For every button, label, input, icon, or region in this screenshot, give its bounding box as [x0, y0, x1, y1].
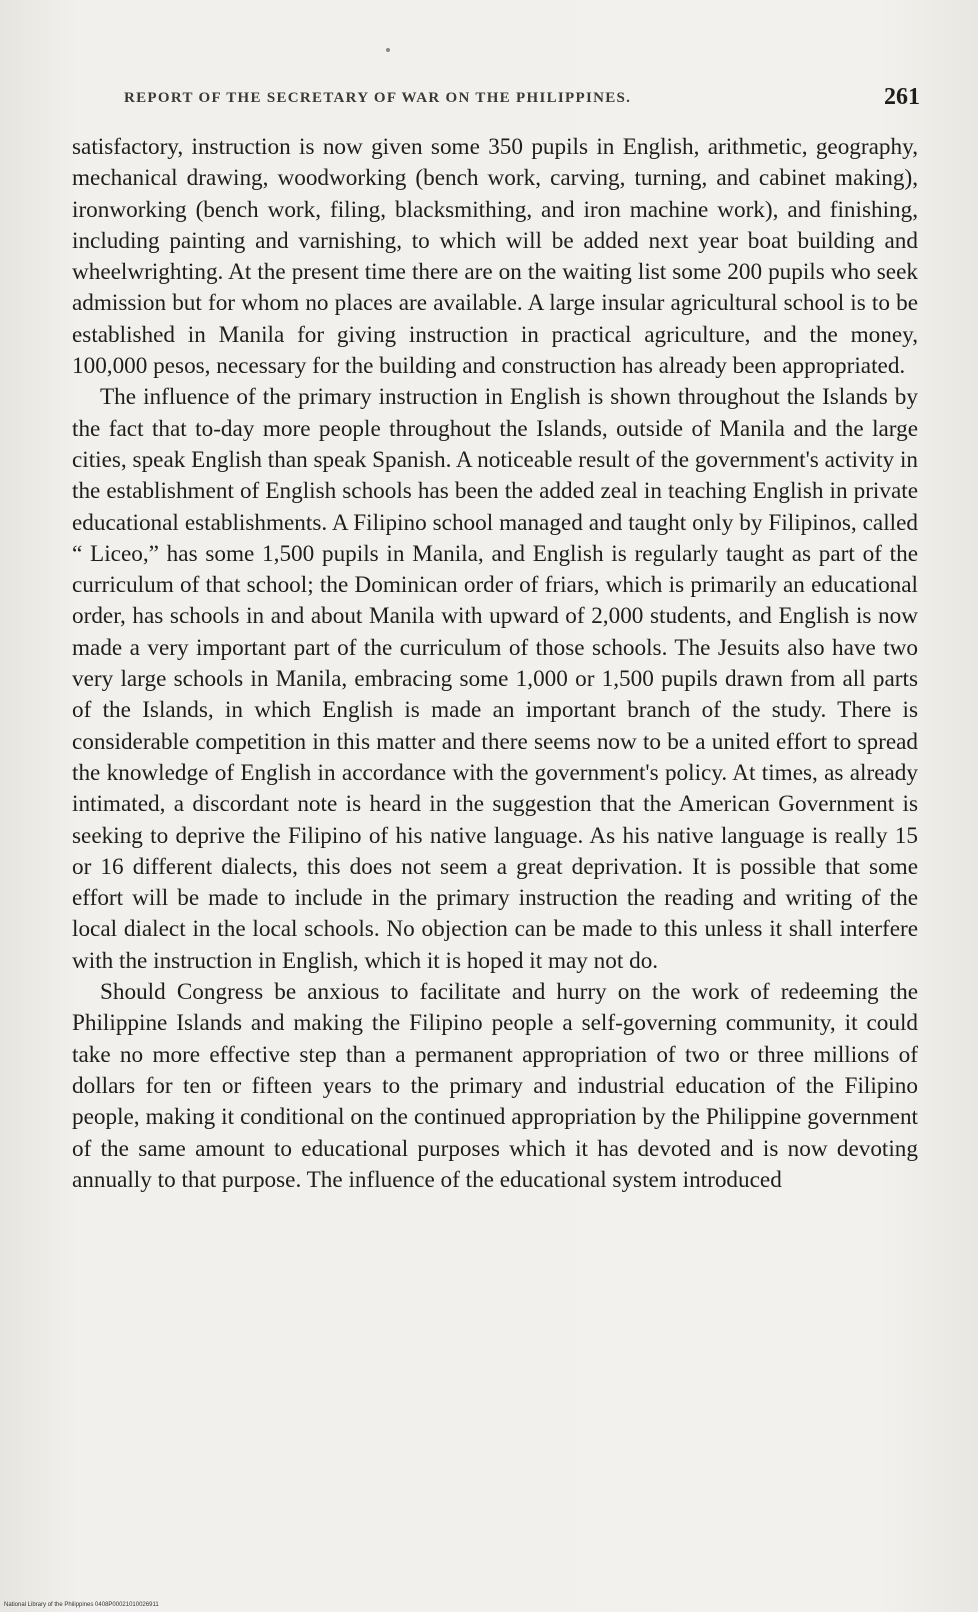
- paragraph-continued: satisfactory, instruction is now given some 350 pupils in English, arithmetic, geography, mechanical drawing, woodworking (bench work, carving, turning, and cabinet making), ironworking (bench work, filing, blacksmithing, and iron machine work), and finishing, including painting and varnishing, to which will be added next year boat building and wheelwrighting. At the present time there are on the waiting list some 200 pupils who seek admission but for whom no places are available. A large insular agricultural school is to be established in Manila for giving instruction in practical agriculture, and the money, 100,000 pesos, necessary for the building and construction has already been appropriated.: [72, 134, 918, 380]
- scan-speck: [386, 48, 390, 52]
- page-header: [110, 84, 920, 120]
- running-head: REPORT OF THE SECRETARY OF WAR ON THE PHILIPPINES.: [124, 90, 632, 106]
- library-source-note: National Library of the Philippines 0408P00021010026911: [4, 1602, 159, 1608]
- paragraph-congress-appropriation: Should Congress be anxious to facilitate and hurry on the work of redeeming the Philippine Islands and making the Filipino people a self-governing community, it could take no more effective step than a permanent appropriation of two or three millions of dollars for ten or fifteen years to the primary and industrial education of the Filipino people, making it conditional on the continued appropriation by the Philippine government of the same amount to educational purposes which it has devoted and is now devoting annually to that purpose. The influence of the educational system introduced: [72, 979, 918, 1193]
- body-text: [72, 132, 918, 1196]
- paragraph-english-instruction: The influence of the primary instruction in English is shown throughout the Islands by the fact that to-day more people throughout the Islands, outside of Manila and the large cities, speak English than speak Spanish. A noticeable result of the government's activity in the establishment of English schools has been the added zeal in teaching English in private educational establishments. A Filipino school managed and taught only by Filipinos, called “ Liceo,” has some 1,500 pupils in Manila, and English is regularly taught as part of the curriculum of that school; the Dominican order of friars, which is primarily an educational order, has schools in and about Manila with upward of 2,000 students, and English is now made a very important part of the curriculum of those schools. The Jesuits also have two very large schools in Manila, embracing some 1,000 or 1,500 pupils drawn from all parts of the Islands, in which English is made an important branch of the study. There is considerable competition in this matter and there seems now to be a united effort to spread the knowledge of English in accordance with the government's policy. At times, as already intimated, a discordant note is heard in the suggestion that the American Government is seeking to deprive the Filipino of his native language. As his native language is really 15 or 16 different dialects, this does not seem a great deprivation. It is possible that some effort will be made to include in the primary instruction the reading and writing of the local dialect in the local schools. No objection can be made to this unless it shall interfere with the instruction in English, which it is hoped it may not do.: [72, 384, 918, 974]
- page-number: 261: [884, 84, 920, 110]
